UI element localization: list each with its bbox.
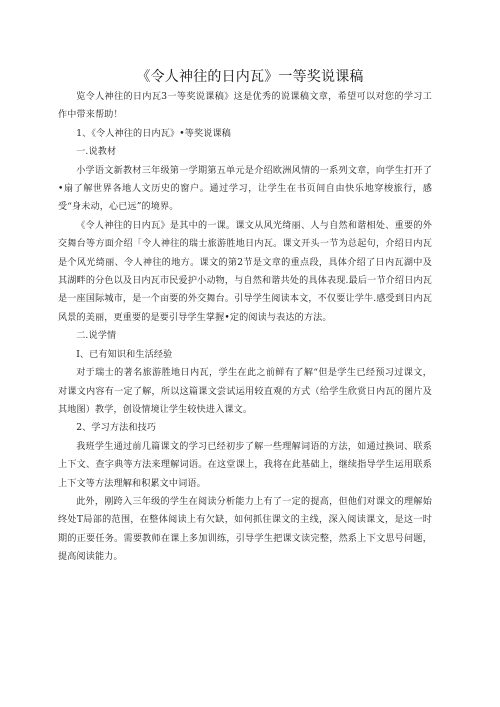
subheading-learning-methods: 2、学习方法和技巧 xyxy=(76,423,157,434)
paragraph: 对于瑞士的著名旅游胜地日内瓦，学生在此之前鲜有了解“但是学生已经预习过课文，对课文内容有一定了解，所以这篇课文尝试运用较直观的方式（给学生欣赏日内瓦的图片及其地图）教学，创设情境让学生较快进入课文。 xyxy=(58,368,432,415)
paragraph: 我班学生通过前几篇课文的学习已经初步了解一些理解词语的方法，如通过换词、联系上下文、查字典等方法来理解词语。在这堂课上，我将在此基础上，继续指导学生运用联系上下文等方法理解和积累文中词语。 xyxy=(58,441,432,489)
intro-paragraph: 览令人神往的日内瓦3一等奖说课稿》这是优秀的说课稿文章，希望可以对您的学习工作中带来帮助！ xyxy=(58,92,432,121)
subheading-prior-knowledge: I、已有知识和生活经验 xyxy=(76,349,173,360)
paragraph: 此外，刚跨入三年级的学生在阅读分析能力上有了一定的提高，但他们对课文的理解始终处T局部的范围，在整体阅读上有欠缺，如何抓住课文的主线，深入阅读课文，是这一时期的正要任务。需要教师在课上多加训练，引导学生把课文读完整，然系上下文思号问题，提高阅读能力。 xyxy=(58,496,432,563)
document-body xyxy=(58,88,432,567)
subheading-teaching-material: 一.说教材 xyxy=(76,147,117,158)
section-heading: 1、《令人神往的日内瓦》•等奖说课稿 xyxy=(76,128,231,139)
paragraph: 《令人神往的日内瓦》是其中的一课。课文从风光绮丽、人与自然和谐相处、重要的外交舞台等方面介绍「令人神往的瑞士旅游胜地日内瓦。课文开头一节为总起句，介绍日内瓦是个风光绮丽、令人神往的地方。课文的第2节是文章的重点段，具体介绍了日内瓦湖中及其湖畔的分色以及日内瓦市民爱护小动物，与自然和谐共处的具体表现.最后一节介绍日内瓦是一座国际城市，是一个亩要的外交舞台。引导学生阅读本文，不仅要让学牛.感受到日内瓦风景的美丽，更重要的是要引导学生掌握•定的阅读与表达的方法。 xyxy=(58,220,432,323)
document-title: 《令人神往的日内瓦》一等奖说课稿 xyxy=(136,69,364,85)
paragraph: 小学语文新教材三年级第一学期第五单元是介绍欧洲风情的一系列文章，向学生打开了•扇了解世界各地人文历史的窗户。通过学习，让学生在书页间自由快乐地穿梭旅行，感受“身未动，心已远”的境界。 xyxy=(58,165,432,213)
subheading-student-situation: 二.说学情 xyxy=(76,331,117,342)
